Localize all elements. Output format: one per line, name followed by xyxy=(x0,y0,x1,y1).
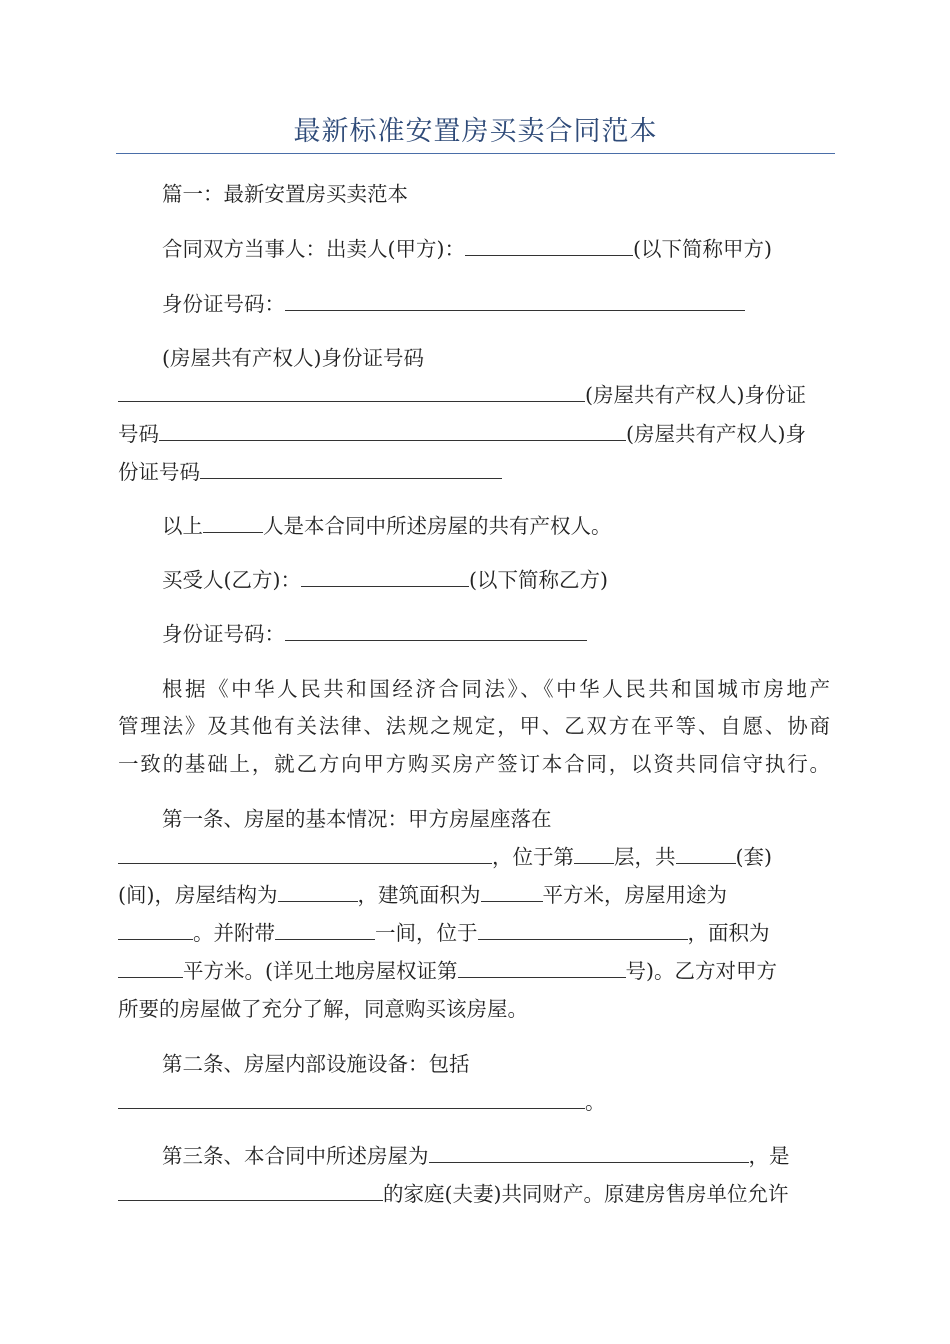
blank-field xyxy=(481,881,543,902)
paragraph-line: 一致的基础上，就乙方向甲方购买房产签订本合同，以资共同信守执行。 xyxy=(118,752,830,776)
document-title: 最新标准安置房买卖合同范本 xyxy=(293,116,658,147)
title-underline xyxy=(116,153,835,154)
parties-seller-line: 合同双方当事人：出卖人(甲方)： (以下简称甲方) xyxy=(162,237,772,261)
co-owner-id-line: 份证号码 xyxy=(118,458,830,486)
article-2-heading: 第二条、房屋内部设施设备：包括 xyxy=(162,1052,470,1076)
seller-id-line: 身份证号码： xyxy=(162,290,830,318)
co-owner-id-line: (房屋共有产权人)身份证号码 xyxy=(162,346,424,370)
blank-field xyxy=(118,843,492,864)
blank-field xyxy=(465,235,633,256)
blank-field xyxy=(429,1142,749,1163)
article-2-line: 。 xyxy=(118,1088,830,1116)
buyer-id-line: 身份证号码： xyxy=(162,620,830,648)
blank-field xyxy=(301,566,469,587)
blank-field xyxy=(200,458,502,479)
article-1-line: 。并附带 一间，位于 ，面积为 xyxy=(118,919,830,947)
buyer-line: 买受人(乙方)： (以下简称乙方) xyxy=(162,568,608,592)
section-heading: 篇一：最新安置房买卖范本 xyxy=(162,182,408,206)
article-1-heading: 第一条、房屋的基本情况：甲方房屋座落在 xyxy=(162,807,552,831)
blank-field xyxy=(278,881,358,902)
blank-field xyxy=(203,512,263,533)
article-1-line: 所要的房屋做了充分了解，同意购买该房屋。 xyxy=(118,997,528,1021)
article-3-line: 第三条、本合同中所述房屋为 ，是 xyxy=(162,1144,790,1168)
article-1-line: 平方米。(详见土地房屋权证第 号)。乙方对甲方 xyxy=(118,957,830,985)
blank-field xyxy=(285,620,587,641)
blank-field xyxy=(118,957,183,978)
blank-field xyxy=(285,290,745,311)
paragraph-line: 根据《中华人民共和国经济合同法》、《中华人民共和国城市房地产 xyxy=(162,677,830,701)
blank-field xyxy=(574,843,614,864)
blank-field xyxy=(118,919,193,940)
co-owner-id-line: 号码 (房屋共有产权人)身 xyxy=(118,422,806,446)
blank-field xyxy=(676,843,736,864)
blank-field xyxy=(118,1180,383,1201)
blank-field xyxy=(118,381,585,402)
co-owner-id-line: (房屋共有产权人)身份证 xyxy=(118,381,830,409)
paragraph-line: 管理法》及其他有关法律、法规之规定，甲、乙双方在平等、自愿、协商 xyxy=(118,714,830,738)
article-3-line: 的家庭(夫妻)共同财产。原建房售房单位允许 xyxy=(118,1180,830,1208)
blank-field xyxy=(458,957,626,978)
blank-field xyxy=(478,919,688,940)
blank-field xyxy=(159,420,626,441)
blank-field xyxy=(275,919,375,940)
article-1-line: (间)，房屋结构为 ，建筑面积为 平方米，房屋用途为 xyxy=(118,883,727,907)
article-1-line: ，位于第 层，共 (套) xyxy=(118,843,830,871)
blank-field xyxy=(118,1088,585,1109)
co-owner-count-line: 以上 人是本合同中所述房屋的共有产权人。 xyxy=(162,514,612,538)
